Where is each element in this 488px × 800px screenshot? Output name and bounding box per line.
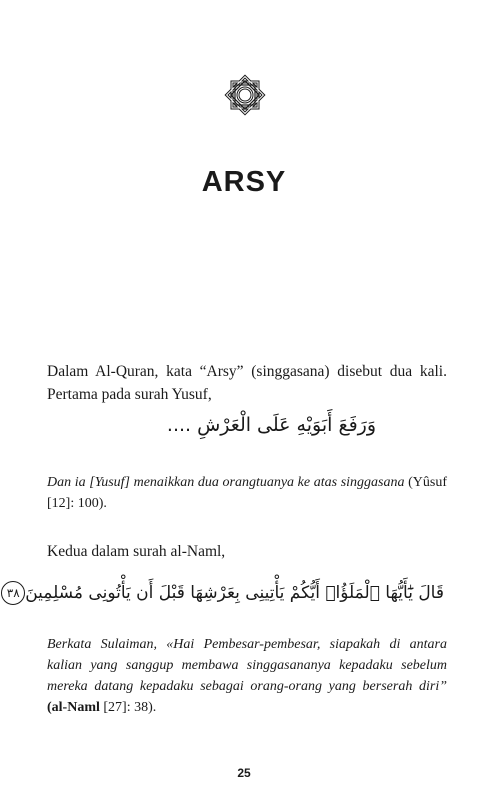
arabic-verse-yusuf: وَرَفَعَ أَبَوَيْهِ عَلَى الْعَرْشِ .... (166, 414, 376, 436)
intro-paragraph: Dalam Al-Quran, kata “Arsy” (singgasana) disebut dua kali. Pertama pada surah Yusuf, (47, 363, 447, 403)
translation-yusuf (47, 472, 447, 514)
knot-ornament-icon (222, 72, 268, 118)
chapter-title: ARSY (201, 166, 287, 198)
page-number: 25 (237, 766, 251, 780)
ayah-number-mark: ٣٨ (1, 581, 25, 605)
translation-naml-reference-number: [27]: 38). (103, 700, 157, 715)
second-paragraph: Kedua dalam surah al-Naml, (47, 543, 226, 560)
translation-naml-reference-name: (al-Naml (47, 700, 100, 715)
arabic-verse-naml-text: قَالَ يَٰٓأَيُّهَا ٱلْمَلَؤُا۟ أَيُّكُمْ يَأْتِينِى بِعَرْشِهَا قَبْلَ أَن يَأْتُونِى مُسْلِمِينَ (25, 583, 444, 603)
translation-yusuf-reference: (Yûsuf [12]: 100). (47, 475, 447, 511)
arabic-verse-naml (0, 581, 444, 605)
translation-naml (47, 634, 447, 718)
translation-yusuf-text: Dan ia [Yusuf] menaikkan dua orangtuanya ke atas singgasana (47, 475, 405, 490)
translation-naml-text: Berkata Sulaiman, «Hai Pembesar-pembesar, siapakah di antara kalian yang sanggup membawa singgasananya kepadaku sebelum mereka datang kepadaku sebagai orang-orang yang berserah diri” (47, 637, 447, 694)
